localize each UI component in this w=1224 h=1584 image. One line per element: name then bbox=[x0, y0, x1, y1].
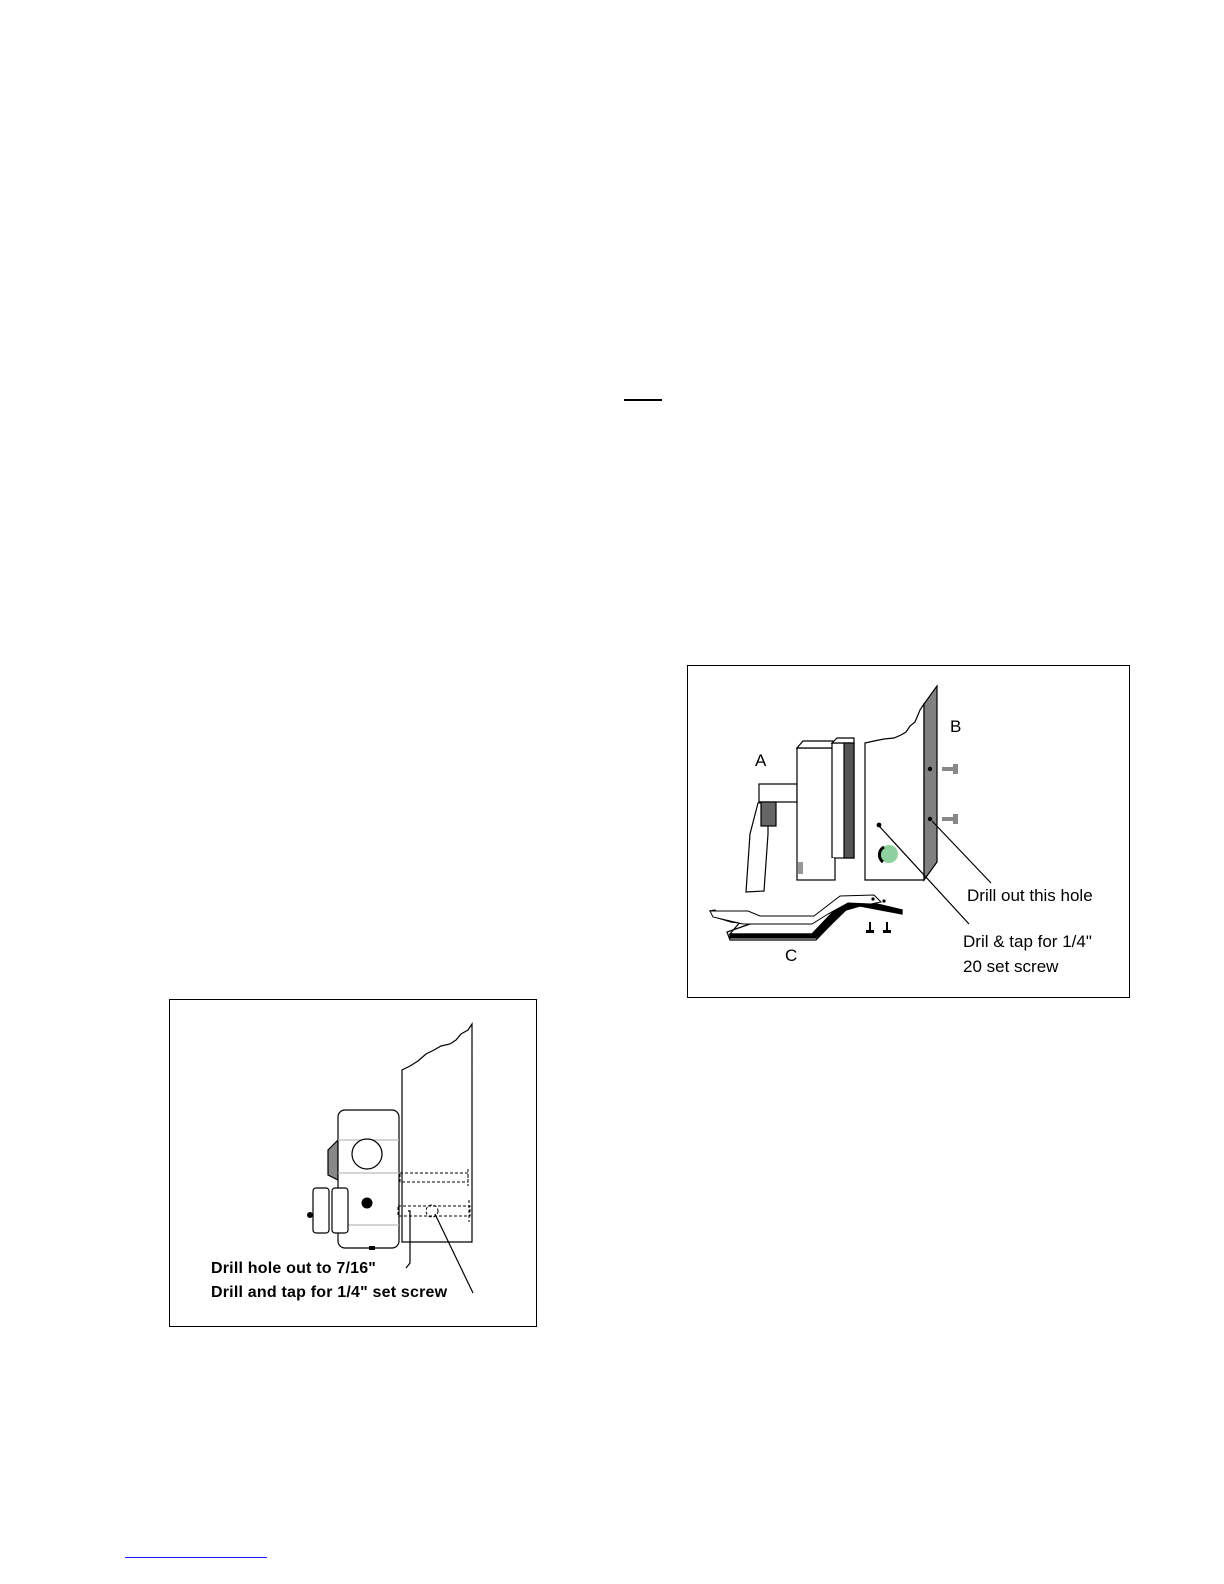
side-view-drawing bbox=[170, 1000, 538, 1328]
footnote-separator bbox=[125, 1557, 267, 1558]
knob-drawing bbox=[307, 1188, 348, 1233]
callout-drill-tap-line1: Dril & tap for 1/4" bbox=[963, 932, 1092, 951]
callout-drill-tap-line2: 20 set screw bbox=[963, 957, 1059, 976]
part-c-drawing bbox=[710, 895, 902, 940]
part-b-drawing bbox=[865, 686, 958, 880]
part-a-label: A bbox=[755, 751, 767, 770]
heading-underline bbox=[624, 399, 662, 401]
callout-drill-out-hole: Drill out this hole bbox=[967, 886, 1093, 905]
upright-plate-drawing bbox=[402, 1024, 472, 1242]
part-b-label: B bbox=[950, 717, 962, 736]
figure-side-view-drilling bbox=[169, 999, 537, 1327]
part-c-label: C bbox=[785, 946, 798, 965]
callout-drill-hole-size: Drill hole out to 7/16" bbox=[211, 1260, 377, 1277]
callout-drill-tap-set-screw: Drill and tap for 1/4" set screw bbox=[211, 1284, 448, 1301]
figure-mount-exploded-view bbox=[687, 665, 1130, 998]
